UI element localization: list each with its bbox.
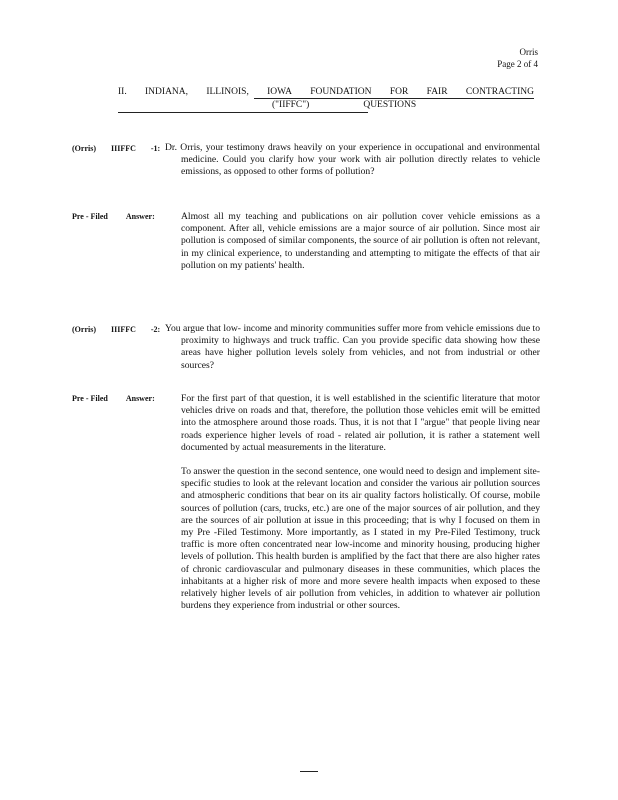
question-asker: (Orris) bbox=[72, 325, 96, 334]
question-text: Dr. Orris, your testimony draws heavily on your experience in occupational and environmental medicine. Could you clarify how your work with air pollution directly relates to vehicle emissions, as opposed to other forms of pollution? bbox=[165, 142, 540, 178]
answer-block bbox=[72, 393, 540, 624]
heading-acronym: ("IIFFC") bbox=[272, 100, 310, 110]
question-asker: (Orris) bbox=[72, 144, 96, 153]
answer-tags bbox=[72, 393, 155, 405]
page-header bbox=[497, 46, 538, 70]
section-number: II. bbox=[118, 87, 127, 97]
answer-paragraph: For the first part of that question, it is well established in the scientific literature that motor vehicles drive on roads and that, therefore, the pollution those vehicles emit will be emitted into the atmosphere around those roads. Thus, it is not that I "argue" that people living near roads experience higher levels of road - related air pollution, it is rather a statement well documented by actual measurements in the literature. bbox=[181, 393, 540, 453]
heading-word: IOWA bbox=[267, 87, 292, 97]
section-heading bbox=[118, 86, 534, 112]
answer-prefix: Pre - Filed bbox=[72, 394, 108, 403]
answer-tags bbox=[72, 211, 155, 223]
heading-word: CONTRACTING bbox=[465, 87, 534, 97]
question-tags bbox=[72, 324, 160, 336]
question-tags bbox=[72, 143, 160, 155]
answer-label: Answer: bbox=[125, 394, 155, 403]
answer-block bbox=[72, 211, 540, 284]
question-number: -2: bbox=[150, 325, 161, 334]
heading-word: ILLINOIS, bbox=[206, 87, 249, 97]
heading-word: FOUNDATION bbox=[310, 87, 372, 97]
heading-word: FAIR bbox=[426, 87, 448, 97]
answer-prefix: Pre - Filed bbox=[72, 212, 108, 221]
answer-paragraph: Almost all my teaching and publications on air pollution cover vehicle emissions as a component. After all, vehicle emissions are a major source of air pollution. Since most air pollution is composed of similar components, the source of air pollution is often not relevant, in my clinical experience, to understanding and attempting to mitigate the effects of that air pollution on my patients' health. bbox=[181, 211, 540, 271]
answer-body bbox=[181, 211, 540, 272]
heading-questions: QUESTIONS bbox=[363, 100, 417, 110]
answer-body bbox=[181, 393, 540, 612]
question-number: -1: bbox=[150, 144, 161, 153]
answer-paragraph: To answer the question in the second sentence, one would need to design and implement site-specific studies to look at the relevant location and consider the various air pollution sources and atmospheric conditions that bear on its air quality factors holistically. Of course, mobile sources of pollution (cars, trucks, etc.) are one of the major sources of air pollution, and they are the sources of air pollution at issue in this proceeding; that is why I focused on them in my Pre -Filed Testimony. More importantly, as I stated in my Pre-Filed Testimony, truck traffic is more often concentrated near low-income and minority housing, producing higher levels of pollution. This health burden is amplified by the fact that there are also higher rates of chronic cardiovascular and pulmonary diseases in these communities, which places the inhabitants at a higher risk of more and more severe health impacts when exposed to these relatively higher levels of air pollution from vehicles, in addition to whatever air pollution burdens they experience from industrial or other sources. bbox=[181, 466, 540, 612]
header-name: Orris bbox=[519, 47, 538, 57]
question-text: You argue that low- income and minority communities suffer more from vehicle emissions due to proximity to highways and truck traffic. Can you provide specific data showing how these areas have higher pollution levels solely from vehicles, and not from industrial or other sources? bbox=[165, 323, 540, 371]
question-org: IIIFFC bbox=[111, 144, 136, 153]
heading-underline-2 bbox=[118, 112, 368, 113]
question-block bbox=[72, 323, 540, 372]
heading-word: FOR bbox=[389, 87, 409, 97]
heading-underline bbox=[254, 98, 534, 99]
header-page-number: Page 2 of 4 bbox=[497, 59, 538, 69]
answer-label: Answer: bbox=[125, 212, 155, 221]
question-block bbox=[72, 142, 540, 179]
heading-word: INDIANA, bbox=[145, 87, 189, 97]
question-org: IIIFFC bbox=[111, 325, 136, 334]
footer-rule bbox=[300, 771, 318, 772]
